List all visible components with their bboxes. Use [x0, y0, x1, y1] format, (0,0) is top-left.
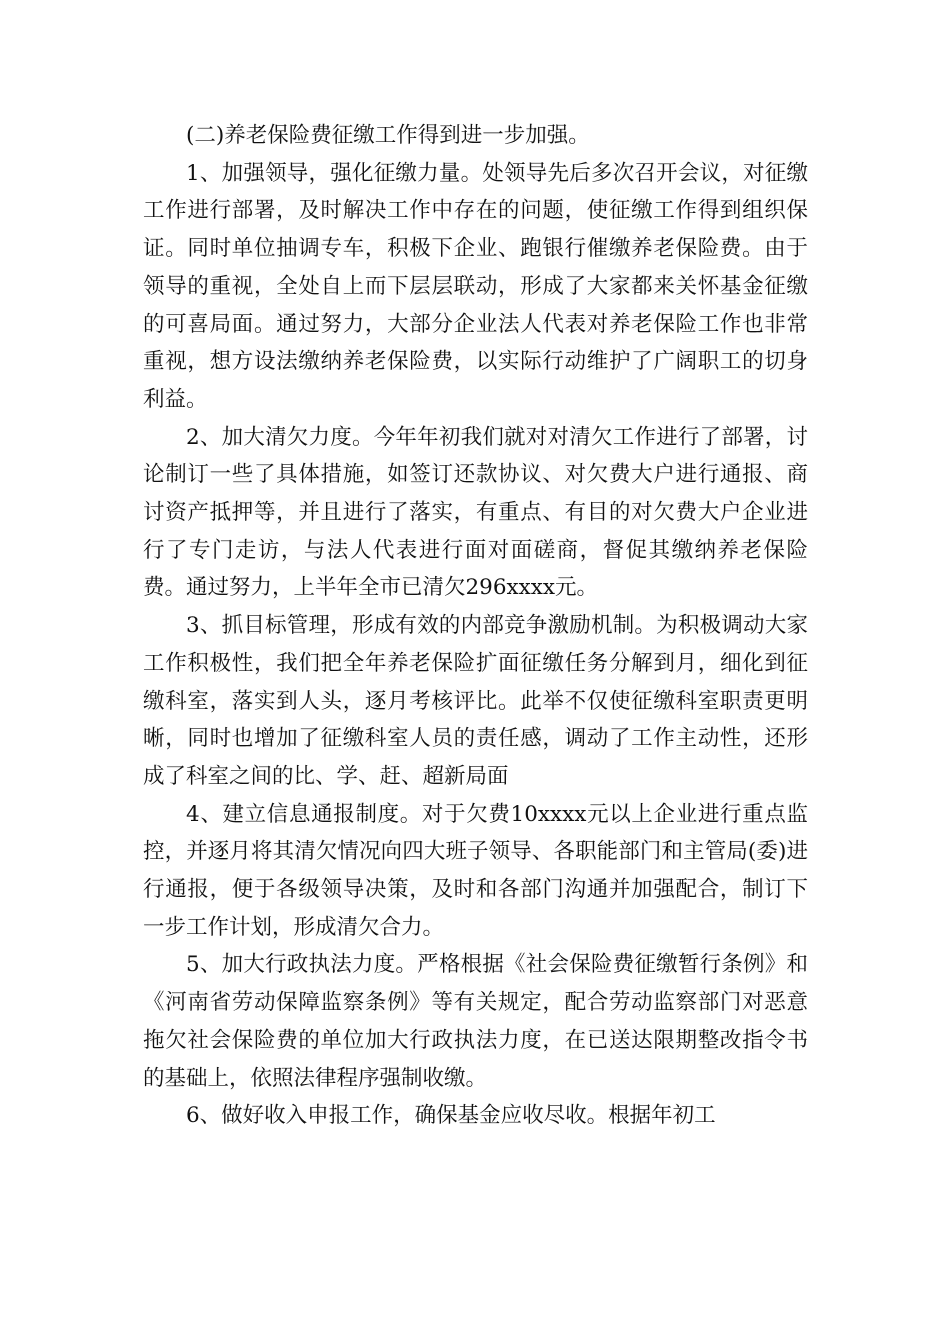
section-heading: (二)养老保险费征缴工作得到进一步加强。	[186, 123, 590, 148]
paragraph-arrears-collection: 2、加大清欠力度。今年年初我们就对对清欠工作进行了部署，讨论制订一些了具体措施，如签订还款协议、对欠费大户进行通报、商讨资产抵押等，并且进行了落实，有重点、有目的对欠费大户企业进行了专门走访，与法人代表进行面对面磋商，督促其缴纳养老保险费。通过努力，上半年全市已清欠296xxxx元。	[143, 424, 808, 601]
paragraph-information-reporting: 4、建立信息通报制度。对于欠费10xxxx元以上企业进行重点监控，并逐月将其清欠情况向四大班子领导、各职能部门和主管局(委)进行通报，便于各级领导决策，及时和各部门沟通并加强配合，制订下一步工作计划，形成清欠合力。	[143, 801, 808, 940]
paragraph-strengthen-leadership: 1、加强领导，强化征缴力量。处领导先后多次召开会议，对征缴工作进行部署，及时解决工作中存在的问题，使征缴工作得到组织保证。同时单位抽调专车，积极下企业、跑银行催缴养老保险费。由于领导的重视，全处自上而下层层联动，形成了大家都来关怀基金征缴的可喜局面。通过努力，大部分企业法人代表对养老保险工作也非常重视，想方设法缴纳养老保险费，以实际行动维护了广阔职工的切身利益。	[143, 160, 808, 412]
paragraph-target-management: 3、抓目标管理，形成有效的内部竞争激励机制。为积极调动大家工作积极性，我们把全年养老保险扩面征缴任务分解到月，细化到征缴科室，落实到人头，逐月考核评比。此举不仅使征缴科室职责更明晰，同时也增加了征缴科室人员的责任感，调动了工作主动性，还形成了科室之间的比、学、赶、超新局面	[143, 613, 808, 789]
paragraph-law-enforcement: 5、加大行政执法力度。严格根据《社会保险费征缴暂行条例》和《河南省劳动保障监察条例》等有关规定，配合劳动监察部门对恶意拖欠社会保险费的单位加大行政执法力度，在已送达限期整改指令书的基础上，依照法律程序强制收缴。	[143, 952, 808, 1091]
document-body	[143, 117, 808, 1135]
paragraph-income-declaration: 6、做好收入申报工作，确保基金应收尽收。根据年初工	[186, 1103, 716, 1129]
